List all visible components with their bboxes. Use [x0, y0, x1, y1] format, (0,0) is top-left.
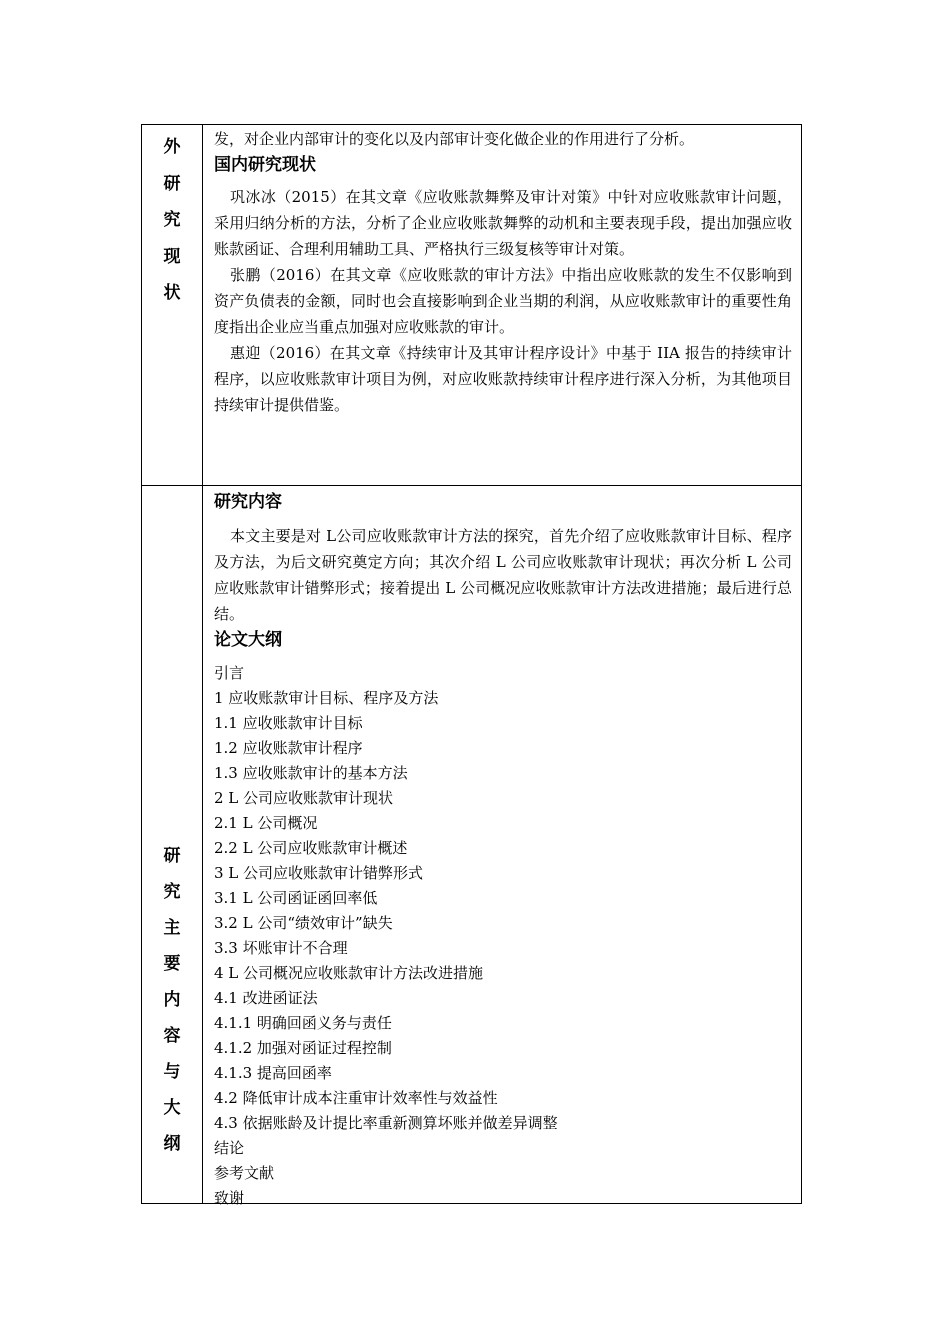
- label-char: 状: [163, 283, 181, 303]
- outline-item: 结论: [214, 1139, 245, 1157]
- outline-item: 1.2 应收账款审计程序: [214, 739, 363, 757]
- continuation-paragraph: 发，对企业内部审计的变化以及内部审计变化做企业的作用进行了分析。: [214, 130, 695, 148]
- research-content-heading: 研究内容: [214, 492, 282, 512]
- outline-item: 3 L 公司应收账款审计错弊形式: [214, 864, 424, 882]
- label-char: 与: [163, 1062, 181, 1082]
- research-content-paragraph: 本文主要是对 L公司应收账款审计方法的探究，首先介绍了应收账款审计目标、程序及方法，为后文研究奠定方向；其次介绍 L 公司应收账款审计现状；再次分析 L 公司应收账款审计错弊形式；接着提出 L 公司概况应收账款审计方法改进措施；最后进行总结。: [214, 527, 792, 623]
- label-char: 研: [163, 846, 181, 866]
- outline-item: 4.1 改进函证法: [214, 989, 318, 1007]
- outline-item: 4 L 公司概况应收账款审计方法改进措施: [214, 964, 484, 982]
- outline-heading: 论文大纲: [214, 630, 282, 650]
- outline-item: 1 应收账款审计目标、程序及方法: [214, 689, 439, 707]
- content-outline-label-cell: [142, 486, 203, 1203]
- label-char: 容: [163, 1026, 181, 1046]
- outline-item: 2 L 公司应收账款审计现状: [214, 789, 394, 807]
- outline-item: 引言: [214, 664, 245, 682]
- outline-item: 3.1 L 公司函证函回率低: [214, 889, 378, 907]
- outline-item: 参考文献: [214, 1164, 275, 1182]
- outline-item: 1.1 应收账款审计目标: [214, 714, 363, 732]
- label-char: 大: [163, 1098, 181, 1118]
- label-char: 要: [163, 954, 181, 974]
- label-char: 现: [163, 246, 181, 267]
- content-outline-content-cell: [204, 486, 801, 1207]
- outline-item: 4.1.2 加强对函证过程控制: [214, 1039, 392, 1057]
- outline-item: 2.2 L 公司应收账款审计概述: [214, 839, 408, 857]
- outline-item: 4.1.1 明确回函义务与责任: [214, 1014, 392, 1032]
- outline-item: 4.3 依据账龄及计提比率重新测算坏账并做差异调整: [214, 1114, 558, 1132]
- label-char: 主: [163, 918, 181, 938]
- domestic-status-heading: 国内研究现状: [214, 155, 316, 175]
- outline-item: 1.3 应收账款审计的基本方法: [214, 764, 408, 782]
- research-status-label-cell: [142, 125, 203, 485]
- research-status-row: [142, 125, 801, 486]
- outline-item: 2.1 L 公司概况: [214, 814, 318, 832]
- outline-item: 3.3 坏账审计不合理: [214, 939, 348, 957]
- outline-list: [214, 661, 792, 1211]
- content-outline-row: [142, 486, 801, 1207]
- label-char: 研: [163, 173, 181, 194]
- outline-item: 3.2 L 公司“绩效审计”缺失: [214, 914, 393, 932]
- literature-paragraph: 巩冰冰（2015）在其文章《应收账款舞弊及审计对策》中针对应收账款审计问题，采用归纳分析的方法，分析了企业应收账款舞弊的动机和主要表现手段，提出加强应收账款函证、合理利用辅助工具、严格执行三级复核等审计对策。: [214, 188, 792, 258]
- research-status-vertical-label: [142, 129, 202, 312]
- label-char: 内: [163, 990, 181, 1010]
- label-char: 究: [163, 882, 181, 902]
- label-char: 纲: [163, 1134, 181, 1154]
- outline-item: 4.2 降低审计成本注重审计效率性与效益性: [214, 1089, 498, 1107]
- research-status-content-cell: [204, 125, 801, 485]
- outline-item: 致谢: [214, 1189, 245, 1207]
- proposal-table: [141, 124, 802, 1207]
- literature-paragraph: 惠迎（2016）在其文章《持续审计及其审计程序设计》中基于 IIA 报告的持续审计程序，以应收账款审计项目为例，对应收账款持续审计程序进行深入分析，为其他项目持续审计提供借鉴。: [214, 344, 792, 414]
- label-char: 究: [163, 210, 181, 230]
- content-outline-vertical-label: [142, 838, 202, 1162]
- outline-item: 4.1.3 提高回函率: [214, 1064, 332, 1082]
- label-char: 外: [163, 137, 181, 157]
- literature-paragraph: 张鹏（2016）在其文章《应收账款的审计方法》中指出应收账款的发生不仅影响到资产负债表的金额，同时也会直接影响到企业当期的利润，从应收账款审计的重要性角度指出企业应当重点加强对应收账款的审计。: [214, 266, 792, 336]
